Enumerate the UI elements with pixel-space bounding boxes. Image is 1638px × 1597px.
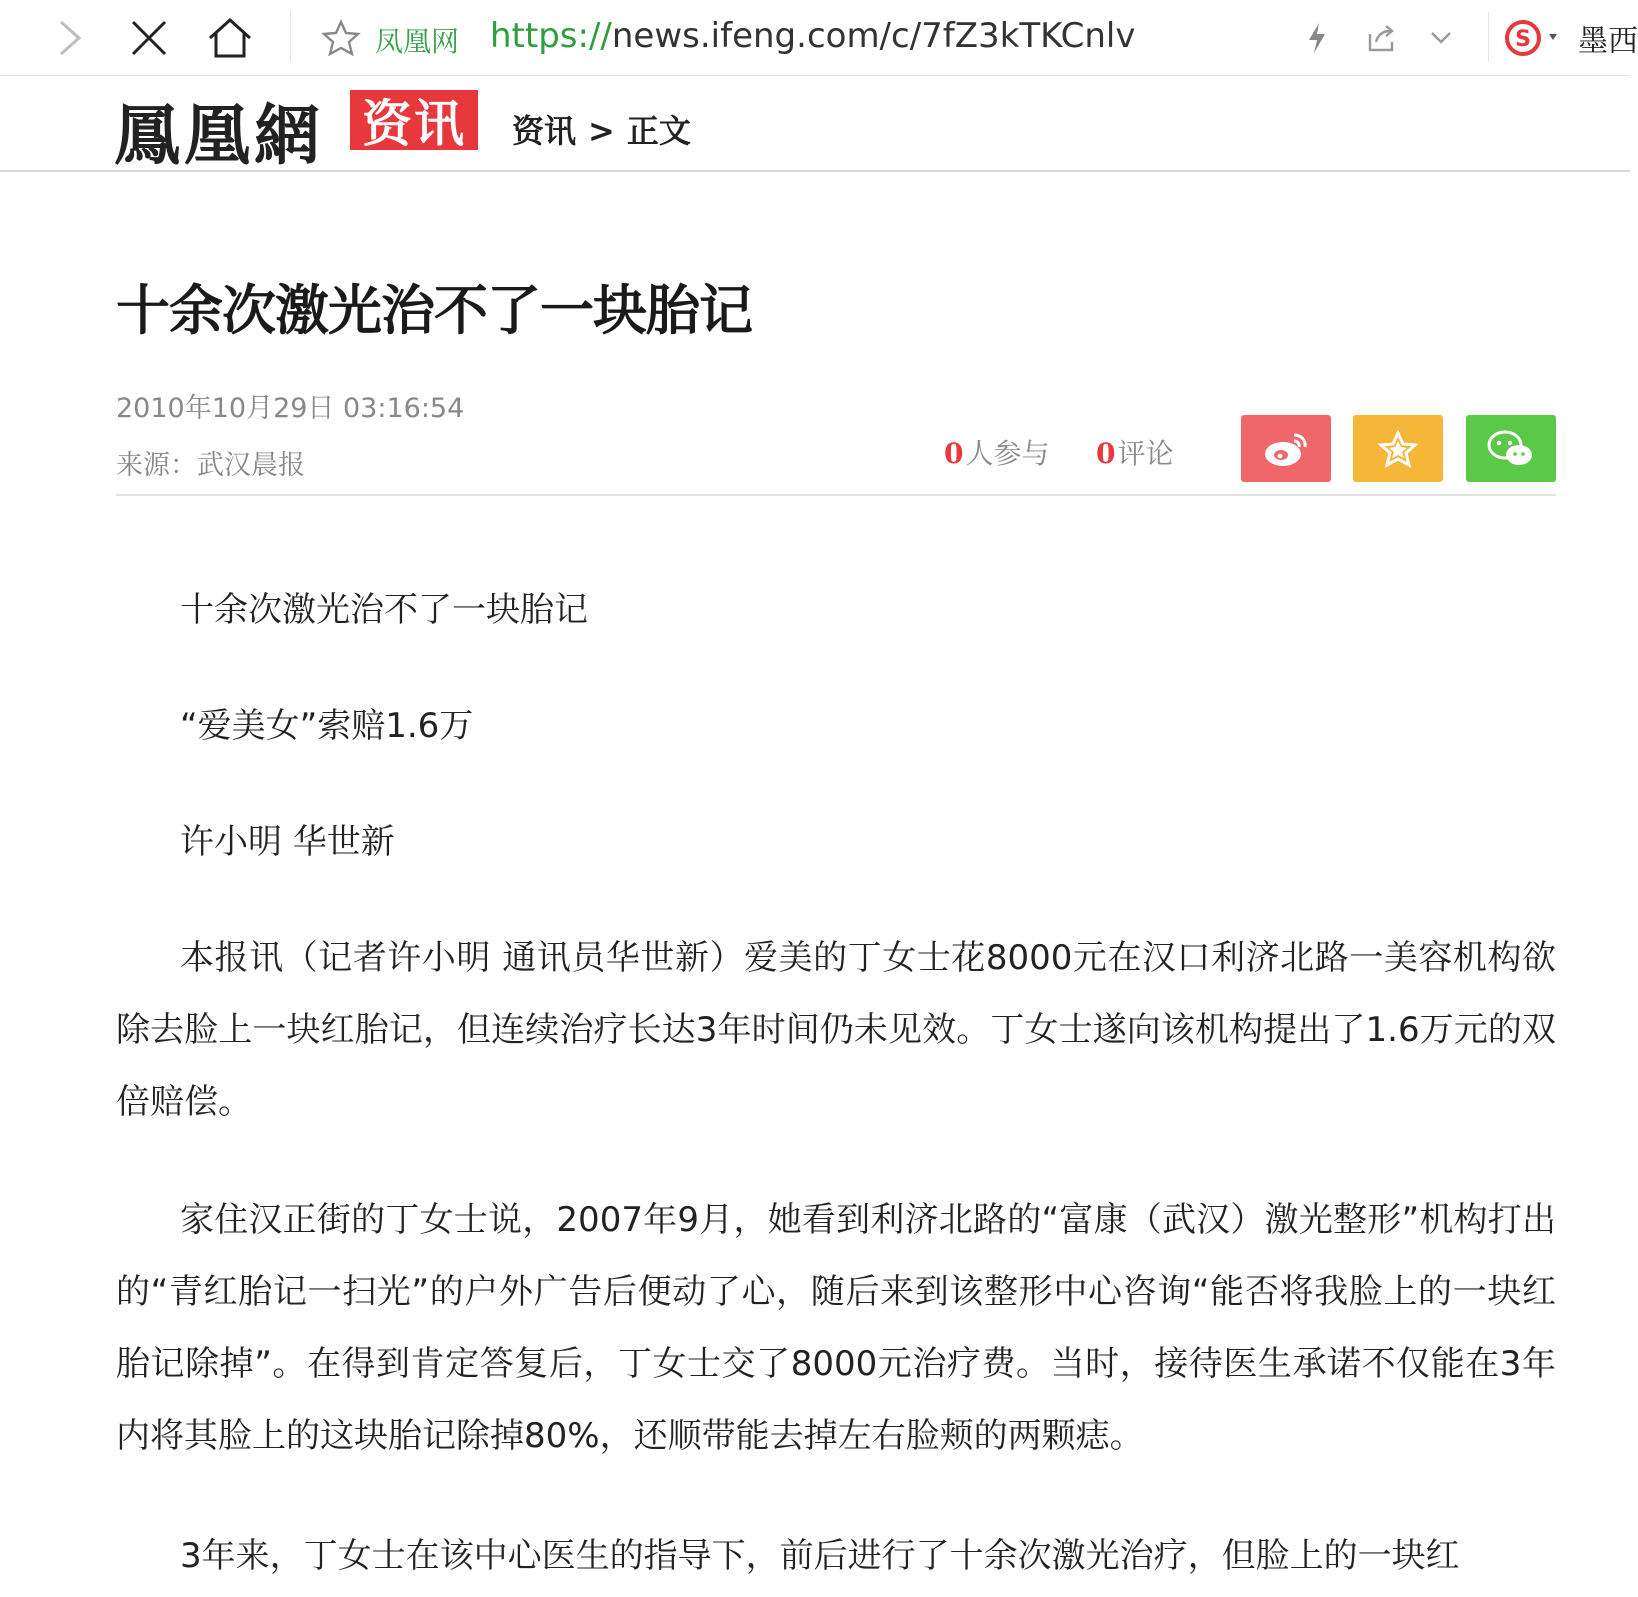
home-icon[interactable]	[204, 0, 256, 76]
breadcrumb	[512, 106, 703, 152]
share-icon[interactable]	[1362, 0, 1402, 76]
breadcrumb-current: 正文	[626, 112, 691, 150]
browser-toolbar	[0, 0, 1638, 76]
article-paragraph: 十余次激光治不了一块胎记	[180, 590, 588, 630]
sogou-icon[interactable]	[1502, 0, 1564, 76]
wechat-icon	[1486, 429, 1536, 469]
article-paragraph: 本报讯（记者许小明 通讯员华世新）爱美的丁女士花8000元在汉口利济北路一美容机构欲除去脸上一块红胎记，但连续治疗长达3年时间仍未见效。丁女士遂向该机构提出了1.6万元的双倍赔偿。	[116, 938, 1556, 1122]
weibo-icon	[1261, 429, 1311, 469]
article-paragraph: 许小明 华世新	[180, 822, 395, 862]
article-paragraph: “爱美女”索赔1.6万	[180, 706, 474, 746]
wechat-share-button[interactable]	[1466, 415, 1556, 482]
star-icon[interactable]	[320, 0, 362, 76]
forward-icon[interactable]	[48, 0, 92, 76]
url-scheme: https://	[490, 16, 612, 56]
comments-stat[interactable]	[1096, 432, 1174, 472]
url-path: news.ifeng.com/c/7fZ3kTKCnlv	[611, 16, 1136, 56]
article-source: 来源：武汉晨报	[116, 450, 305, 481]
participants-count: 0	[944, 437, 964, 470]
comments-label: 评论	[1117, 437, 1174, 470]
article-date: 2010年10月29日 03:16:54	[116, 393, 465, 424]
article-title: 十余次激光治不了一块胎记	[116, 279, 752, 342]
breadcrumb-news[interactable]: 资讯	[512, 112, 577, 150]
weibo-share-button[interactable]	[1241, 415, 1331, 482]
site-logo[interactable]: 鳳凰網	[114, 96, 324, 174]
favorite-button[interactable]	[1353, 415, 1443, 482]
site-header	[0, 76, 1630, 172]
svg-text:S: S	[1515, 27, 1531, 52]
article-paragraph: 家住汉正街的丁女士说，2007年9月，她看到利济北路的“富康（武汉）激光整形”机构打出的“青红胎记一扫光”的户外广告后便动了心，随后来到该整形中心咨询“能否将我脸上的一块红胎记除掉”。在得到肯定答复后，丁女士交了8000元治疗费。当时，接待医生承诺不仅能在3年内将其脸上的这块胎记除掉80%，还顺带能去掉左右脸颊的两颗痣。	[116, 1200, 1556, 1456]
favorite-star-icon	[1378, 430, 1418, 468]
comments-count: 0	[1096, 437, 1116, 470]
ime-label: 墨西	[1578, 24, 1638, 59]
participants-stat[interactable]	[944, 432, 1050, 472]
close-icon[interactable]	[124, 0, 174, 76]
chevron-down-icon[interactable]	[1424, 0, 1458, 76]
channel-badge[interactable]: 资讯	[350, 90, 478, 150]
article-paragraph: 3年来，丁女士在该中心医生的指导下，前后进行了十余次激光治疗，但脸上的一块红	[180, 1536, 1460, 1576]
participants-label: 人参与	[965, 437, 1050, 470]
breadcrumb-separator: >	[588, 112, 615, 150]
address-bar[interactable]	[490, 16, 1135, 56]
lightning-icon[interactable]	[1300, 0, 1334, 76]
site-name: 凤凰网	[375, 25, 460, 58]
meta-divider	[116, 494, 1556, 496]
